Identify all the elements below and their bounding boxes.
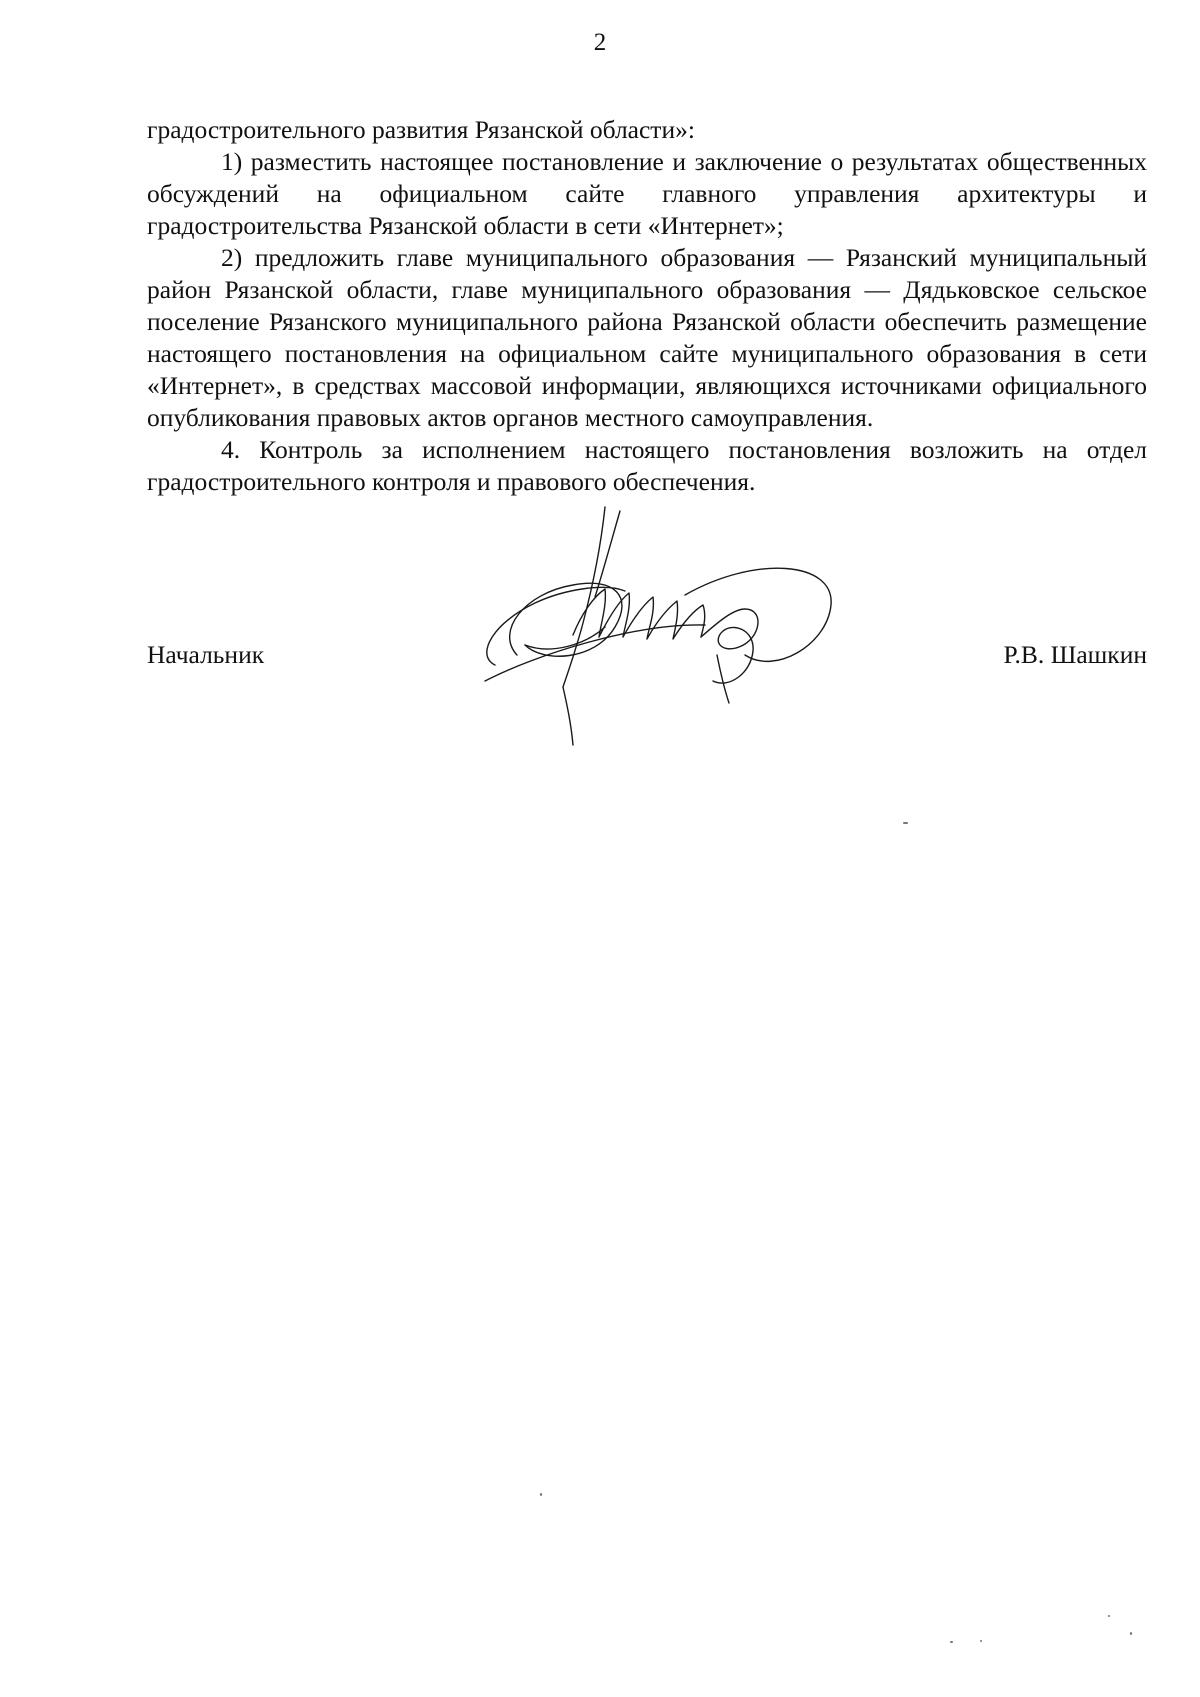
scan-speck [1130,1632,1132,1635]
scan-speck [950,1641,953,1643]
paragraph-item-2: 2) предложить главе муниципального образования — Рязанский муниципальный район Рязанской области, главе муниципального образования — Дядьковское сельское поселение Рязанского муниципального района Рязанской области обеспечить размещение настоящего постановления на официальном сайте муниципального образования в сети «Интернет», в средствах массовой информации, являющихся источниками официального опубликования правовых актов органов местного самоуправления. [147,243,1147,432]
scan-speck [903,822,908,824]
signatory-name: Р.В. Шашкин [1003,640,1147,669]
paragraph-item-4: 4. Контроль за исполнением настоящего постановления возложить на отдел градостроительного контроля и правового обеспечения. [147,435,1147,496]
paragraph-item-1: 1) разместить настоящее постановление и заключение о результатах общественных обсуждений на официальном сайте главного управления архитектуры и градостроительства Рязанской области в сети «Интернет»; [147,147,1147,240]
scan-speck [980,1640,982,1642]
handwritten-signature-icon [455,505,855,755]
page-number: 2 [593,29,607,56]
scan-speck [1108,1615,1110,1617]
signatory-position: Начальник [147,640,265,669]
scan-speck [540,1493,542,1496]
document-body [147,114,1147,498]
paragraph-intro: градостроительного развития Рязанской области»: [147,115,695,144]
